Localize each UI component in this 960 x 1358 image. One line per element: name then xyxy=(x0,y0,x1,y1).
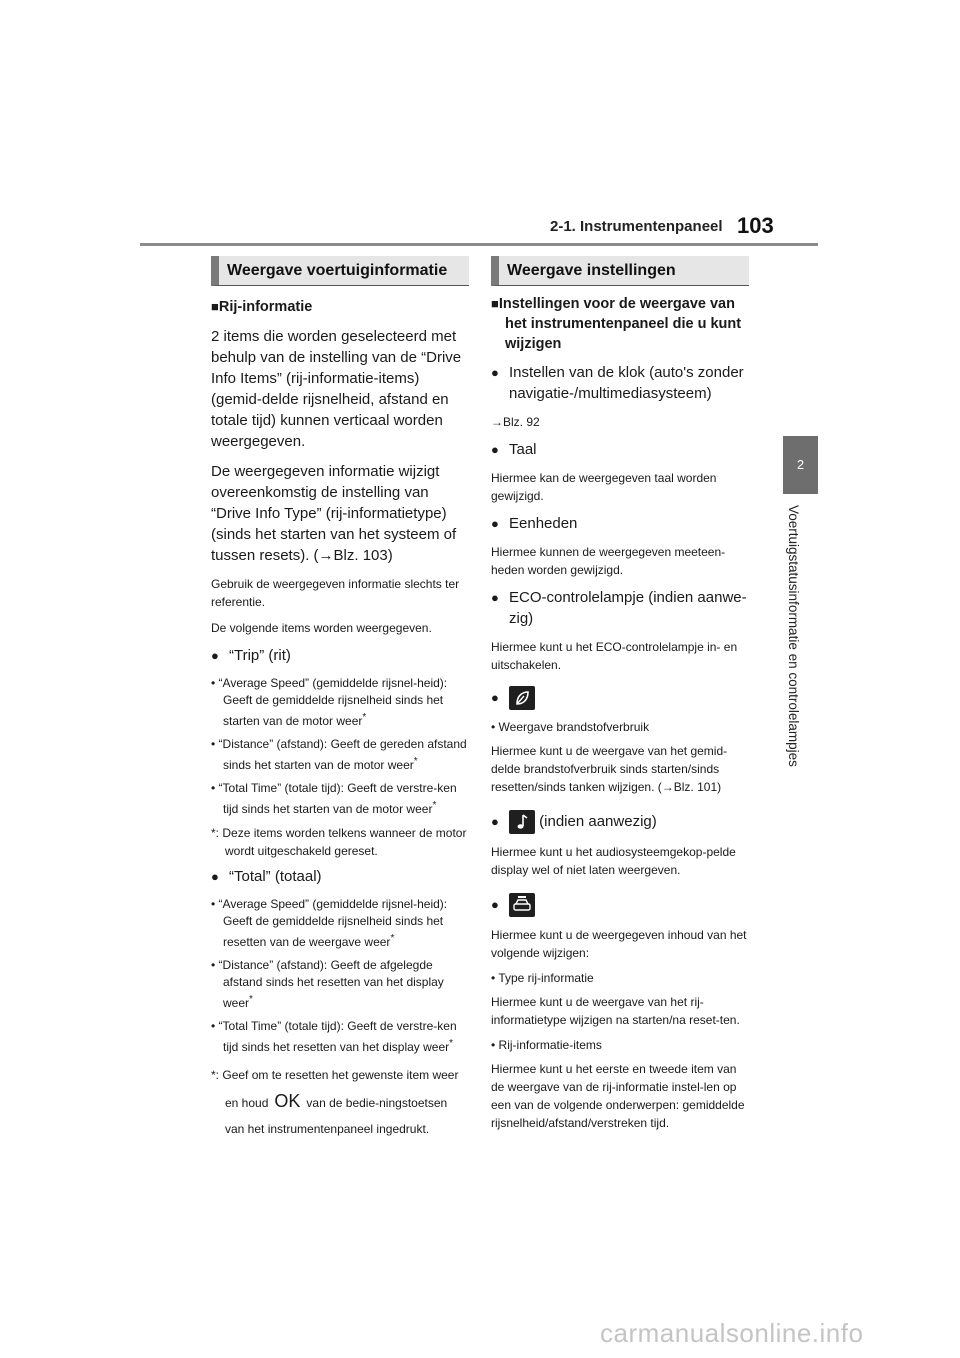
drive-info-icon xyxy=(509,893,535,917)
list-item: • “Average Speed” (gemiddelde rijsnel-heid): Geeft de gemiddelde rijsnelheid sinds het starten van de motor weer* xyxy=(211,676,448,728)
chapter-tab: 2 xyxy=(783,436,818,494)
paragraph: Hiermee kunt u de weergegeven inhoud van het volgende wijzigen: xyxy=(491,928,747,960)
subheading: ■Instellingen voor de weergave van het instrumentenpaneel die u kunt wijzigen xyxy=(491,296,742,352)
page-number: 103 xyxy=(737,213,774,238)
section-title: 2-1. Instrumentenpaneel xyxy=(550,218,723,235)
footnote: *: Deze items worden telkens wanneer de motor wordt uitgeschakeld gereset. xyxy=(211,826,467,858)
paragraph: Hiermee kunt u de weergave van het rij-informatietype wijzigen na starten/na reset-ten. xyxy=(491,995,740,1027)
paragraph: 2 items die worden geselecteerd met behulp van de instelling van de “Drive Info Items” (rij-informatie-items) (gemid-delde rijsnelheid, afstand en totale tijd) kunnen verticaal worden weergegeven. xyxy=(211,328,462,450)
paragraph: Hiermee kunt u de weergave van het gemid-delde brandstofverbruik sinds starten/sinds resetten/sinds tanken wijzigen. (→Blz. 101) xyxy=(491,744,728,794)
right-section-heading: Weergave instellingen xyxy=(491,256,749,286)
paragraph: Hiermee kunt u het ECO-controlelampje in- en uitschakelen. xyxy=(491,640,738,672)
ok-button-icon: OK xyxy=(274,1091,301,1111)
left-column xyxy=(211,296,469,1148)
list-item: • “Distance” (afstand): Geeft de gereden afstand sinds het starten van de motor weer* xyxy=(211,737,467,772)
paragraph: Hiermee kunnen de weergegeven meeteen-heden worden gewijzigd. xyxy=(491,545,726,577)
subheading: ■Rij-informatie xyxy=(211,299,313,315)
chapter-title: Voertuigstatusinformatie en controlelampjes xyxy=(786,505,801,767)
page-reference: →Blz. 92 xyxy=(491,415,540,429)
leaf-icon xyxy=(509,686,535,710)
bullet-drive-info: ● xyxy=(491,893,749,917)
right-column xyxy=(491,294,749,1140)
left-section-heading: Weergave voertuiginformatie xyxy=(211,256,469,286)
list-item: • Rij-informatie-items xyxy=(491,1038,602,1052)
list-item: • “Distance” (afstand): Geeft de afgelegde afstand sinds het resetten van het display weer* xyxy=(211,958,444,1010)
list-item: • Weergave brandstofverbruik xyxy=(491,720,650,734)
bullet-fuel-icon: ● xyxy=(491,686,749,710)
bullet-trip: ● “Trip” (rit) xyxy=(211,647,291,664)
note-paragraph: De volgende items worden weergegeven. xyxy=(211,621,432,635)
bullet-clock: ● Instellen van de klok (auto's zonder navigatie-/multimediasysteem) xyxy=(491,364,744,402)
bullet-audio: ● (indien aanwezig) xyxy=(491,810,749,834)
list-item: • Type rij-informatie xyxy=(491,971,594,985)
header-rule xyxy=(140,243,818,246)
list-item: • “Total Time” (totale tijd): Geeft de verstre-ken tijd sinds het resetten van het display weer* xyxy=(211,1019,457,1054)
paragraph: Hiermee kan de weergegeven taal worden gewijzigd. xyxy=(491,471,717,503)
paragraph: De weergegeven informatie wijzigt overeenkomstig de instelling van “Drive Info Type” (rij-informatietype) (sinds het starten van het systeem of tussen resets). (→Blz. 103) xyxy=(211,463,457,564)
note-paragraph: Gebruik de weergegeven informatie slechts ter referentie. xyxy=(211,577,460,609)
watermark: carmanualsonline.info xyxy=(600,1318,864,1348)
bullet-total: ● “Total” (totaal) xyxy=(211,868,322,885)
paragraph: Hiermee kunt u het eerste en tweede item van de weergave van de rij-informatie instel-len op een van de volgende onderwerpen: gemiddelde rijsnelheid/afstand/verstreken tijd. xyxy=(491,1062,745,1130)
bullet-units: ● Eenheden xyxy=(491,515,578,532)
list-item: • “Total Time” (totale tijd): Geeft de verstre-ken tijd sinds het starten van de motor weer* xyxy=(211,781,457,816)
bullet-eco: ● ECO-controlelampje (indien aanwe-zig) xyxy=(491,589,747,627)
paragraph: Hiermee kunt u het audiosysteemgekop-pelde display wel of niet laten weergeven. xyxy=(491,845,736,877)
music-note-icon xyxy=(509,810,535,834)
bullet-language: ● Taal xyxy=(491,441,537,458)
list-item: • “Average Speed” (gemiddelde rijsnel-heid): Geeft de gemiddelde rijsnelheid sinds het resetten van de weergave weer* xyxy=(211,897,448,949)
footnote: *: Geef om te resetten het gewenste item weer en houd OK van de bedie-ningstoetsen van het instrumentenpaneel ingedrukt. xyxy=(211,1068,459,1136)
